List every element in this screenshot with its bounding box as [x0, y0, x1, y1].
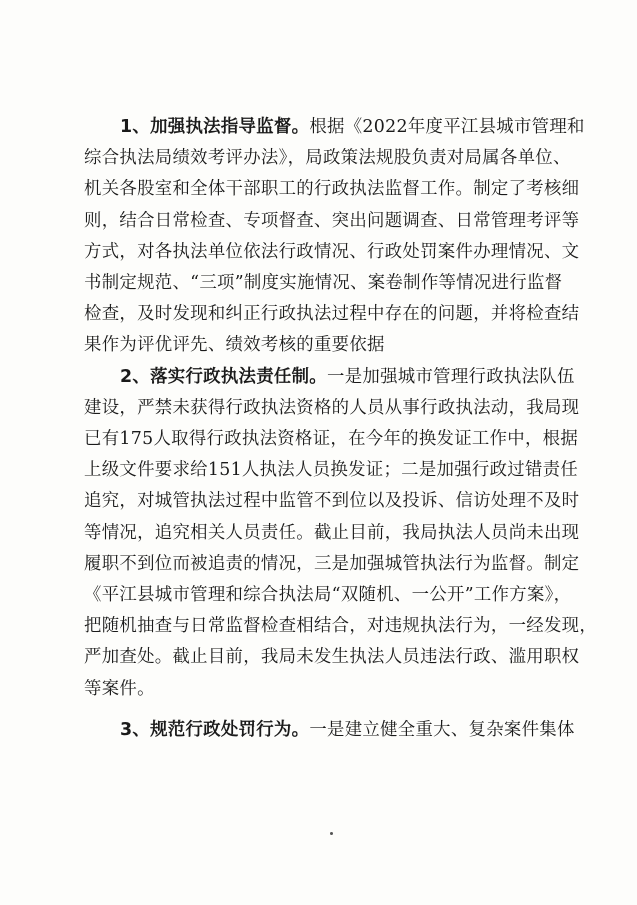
- paragraph-3-line-1: [84, 715, 575, 746]
- paragraph-2-line-4: 上级文件要求给151人执法人员换发证；二是加强行政过错责任: [84, 460, 579, 481]
- text-span: 一是建立健全重大、复杂案件集体: [309, 719, 575, 740]
- paragraph-2-line-3: 已有175人取得行政执法资格证，在今年的换发证工作中，根据: [84, 429, 579, 450]
- paragraph-1: [84, 112, 585, 362]
- paragraph-2-line-5: 追究，对城管执法过程中监管不到位以及投诉、信访处理不及时: [84, 491, 580, 512]
- paragraph-1-line-2: 综合执法局绩效考评办法》，局政策法规股负责对局属各单位、: [84, 148, 571, 169]
- paragraph-2-line-6: 等情况，追究相关人员责任。截止目前，我局执法人员尚未出现: [84, 522, 580, 543]
- paragraph-1-line-8: 果作为评优评先、绩效考核的重要依据: [84, 335, 385, 356]
- paragraph-3: [84, 715, 575, 746]
- paragraph-2-line-1: [84, 362, 575, 393]
- paragraph-2-line-2: 建设，严禁未获得行政执法资格的人员从事行政执法动，我局现: [84, 397, 580, 418]
- text-span: 一是加强城市管理行政执法队伍: [327, 366, 575, 387]
- paragraph-1-line-1: [84, 112, 585, 143]
- scan-speck: [330, 832, 333, 835]
- paragraph-2-line-9: 把随机抽查与日常监督检查相结合，对违规执法行为，一经发现，: [84, 616, 598, 637]
- paragraph-1-line-6: 书制定规范、“三项”制度实施情况、案卷制作等情况进行监督: [84, 273, 563, 294]
- paragraph-2-line-10: 严加查处。截止目前，我局未发生执法人员违法行政、滥用职权: [84, 647, 580, 668]
- text-span: 根据《2022年度平江县城市管理和: [309, 117, 585, 137]
- paragraph-2-line-8: 《平江县城市管理和综合执法局“双随机、一公开”工作方案》，: [84, 585, 572, 606]
- paragraph-1-line-7: 检查，及时发现和纠正行政执法过程中存在的问题，并将检查结: [84, 304, 580, 325]
- paragraph-2-line-11: 等案件。: [84, 678, 155, 699]
- paragraph-2-heading: 2、落实行政执法责任制。: [120, 366, 327, 387]
- paragraph-1-line-3: 机关各股室和全体干部职工的行政执法监督工作。制定了考核细: [84, 179, 580, 200]
- paragraph-2: [84, 362, 598, 705]
- paragraph-1-line-4: 则，结合日常检查、专项督查、突出问题调查、日常管理考评等: [84, 210, 580, 231]
- paragraph-1-heading: 1、加强执法指导监督。: [120, 117, 310, 137]
- paragraph-3-heading: 3、规范行政处罚行为。: [120, 719, 310, 740]
- paragraph-2-line-7: 履职不到位而被追责的情况，三是加强城管执法行为监督。制定: [84, 553, 580, 574]
- paragraph-1-line-5: 方式，对各执法单位依法行政情况、行政处罚案件办理情况、文: [84, 241, 580, 262]
